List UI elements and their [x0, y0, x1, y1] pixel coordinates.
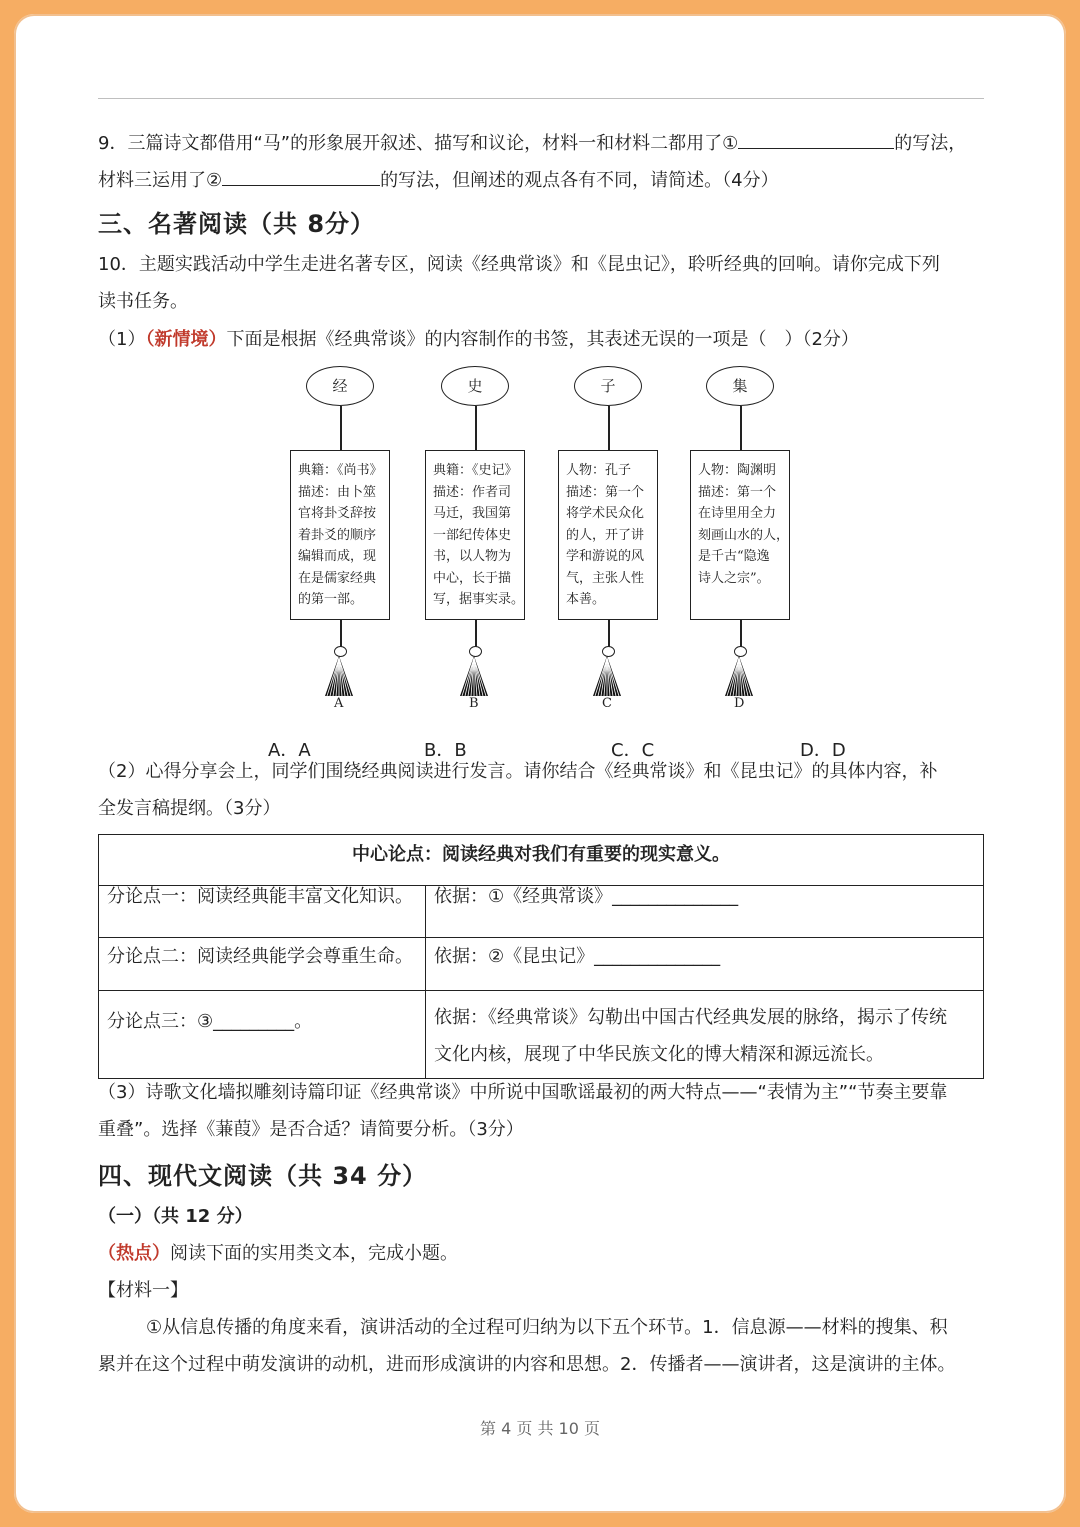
bookmark-a-line: 官将卦爻辞按 [298, 506, 377, 521]
bookmark-c-line: 将学术民众化 [566, 506, 645, 521]
q9-text-c: 材料三运用了② [98, 170, 223, 191]
evidence-3-line1: 依据：《经典常谈》勾勒出中国古代经典发展的脉络，揭示了传统 [434, 1007, 947, 1028]
bookmark-c-line: 学和游说的风 [566, 549, 645, 564]
bookmark-a-line: 在是儒家经典 [298, 570, 377, 586]
bookmark-d-letter: D [734, 696, 745, 711]
evidence-1[interactable]: 依据：①《经典常谈》______________ [426, 886, 984, 938]
bookmark-d-line: 诗人之宗”。 [698, 570, 770, 586]
bookmark-c-line: 气，主张人性 [566, 570, 645, 586]
bookmark-c-string [608, 406, 610, 450]
para1-line2: 累并在这个过程中萌发演讲的动机，进而形成演讲的内容和思想。2．传播者——演讲者，这是演讲的主体。 [98, 1354, 956, 1375]
page-footer: 第 4 页 共 10 页 [480, 1419, 600, 1438]
q9-text-b: 的写法， [894, 133, 967, 154]
bookmark-c-line: 人物：孔子 [566, 463, 632, 478]
bookmark-d-card [690, 450, 790, 620]
exam-page [14, 14, 1066, 1513]
q9-blank-2 [222, 167, 380, 186]
q9-line2 [98, 167, 779, 193]
bookmark-b-line: 一部纪传体史 [433, 527, 512, 543]
bookmark-c-line: 本善。 [566, 592, 606, 607]
bookmark-d [690, 366, 800, 711]
evidence-3-line2: 文化内核，展现了中华民族文化的博大精深和源远流长。 [434, 1044, 884, 1065]
bookmark-a-line: 描述：由卜筮 [298, 484, 377, 500]
para1-line1: ①从信息传播的角度来看，演讲活动的全过程可归纳为以下五个环节。1．信息源——材料的搜集、积 [146, 1317, 948, 1338]
bookmark-b [425, 366, 535, 711]
bookmark-c-category: 子 [574, 366, 642, 406]
bookmark-a-string [340, 406, 342, 450]
sub-argument-2: 分论点二：阅读经典能学会尊重生命。 [99, 938, 426, 991]
bookmark-c [558, 366, 668, 711]
bookmark-b-string [475, 406, 477, 450]
tassel-icon [592, 656, 622, 700]
q9-text-a: 9．三篇诗文都借用“马”的形象展开叙述、描写和议论，材料一和材料二都用了① [98, 133, 739, 154]
bookmark-a-line: 着卦爻的顺序 [298, 527, 377, 543]
bookmark-b-line: 典籍：《史记》 [433, 463, 518, 478]
bookmark-b-line: 中心，长于描 [433, 570, 512, 586]
bookmark-b-category: 史 [441, 366, 509, 406]
bookmark-a-line: 典籍：《尚书》 [298, 463, 383, 478]
option-c[interactable]: C．C [611, 740, 655, 761]
sub2-line2: 全发言稿提纲。（3分） [98, 798, 281, 819]
bookmark-b-line: 马迁，我国第 [433, 506, 512, 521]
tassel-icon [724, 656, 754, 700]
tassel-icon [324, 656, 354, 700]
bookmark-b-card [425, 450, 525, 620]
q10-sub1 [98, 328, 859, 352]
bookmark-d-line: 人物：陶渊明 [698, 463, 777, 478]
tassel-icon [459, 656, 489, 700]
bookmark-d-line: 描述：第一个 [698, 484, 777, 500]
q10-line2: 读书任务。 [98, 291, 188, 312]
q9-text-d: 的写法，但阐述的观点各有不同，请简述。（4分） [380, 170, 779, 191]
bookmark-d-line: 是千古“隐逸 [698, 549, 770, 564]
bookmark-a [290, 366, 400, 711]
bookmark-d-line: 在诗里用全力 [698, 506, 777, 521]
section4-title: 四、现代文阅读（共 34 分） [98, 1162, 428, 1190]
hot-text: 阅读下面的实用类文本，完成小题。 [170, 1243, 458, 1264]
option-b[interactable]: B．B [424, 740, 467, 761]
bookmark-b-line: 描述：作者司 [433, 484, 512, 500]
part1-title: （一）（共 12 分） [98, 1206, 253, 1227]
bookmark-b-letter: B [469, 696, 479, 711]
hot-tag: （热点） [98, 1243, 170, 1264]
speech-outline-table [98, 834, 984, 1079]
q10-line1: 10．主题实践活动中学生走进名著专区，阅读《经典常谈》和《昆虫记》，聆听经典的回响。请你完成下列 [98, 254, 940, 275]
sub3-line1: （3）诗歌文化墙拟雕刻诗篇印证《经典常谈》中所说中国歌谣最初的两大特点——“表情为主”“节奏主要靠 [98, 1082, 948, 1103]
new-context-tag: （新情境） [145, 329, 227, 350]
sub1-number: （1） [98, 329, 146, 350]
q9-line1 [98, 130, 966, 156]
central-argument: 中心论点：阅读经典对我们有重要的现实意义。 [99, 835, 984, 886]
bookmark-d-category: 集 [706, 366, 774, 406]
bookmark-c-card [558, 450, 658, 620]
material1-label: 【材料一】 [98, 1280, 188, 1301]
bookmark-a-letter: A [334, 696, 344, 711]
bookmark-d-line: 刻画山水的人， [698, 527, 790, 543]
evidence-3 [426, 991, 984, 1079]
sub1-text: 下面是根据《经典常谈》的内容制作的书签，其表述无误的一项是（ ）（2分） [226, 329, 859, 350]
q9-blank-1 [738, 130, 894, 149]
bookmark-d-string [740, 406, 742, 450]
hot-line [98, 1242, 458, 1266]
bookmark-a-card [290, 450, 390, 620]
sub2-line1: （2）心得分享会上，同学们围绕经典阅读进行发言。请你结合《经典常谈》和《昆虫记》的具体内容，补 [98, 761, 938, 782]
bookmark-a-line: 编辑而成，现 [298, 549, 377, 564]
bookmark-c-line: 描述：第一个 [566, 484, 645, 500]
evidence-2[interactable]: 依据：②《昆虫记》______________ [426, 938, 984, 991]
sub3-line2: 重叠”。选择《蒹葭》是否合适？请简要分析。（3分） [98, 1119, 524, 1140]
bookmark-a-line: 的第一部。 [298, 592, 364, 607]
bookmark-a-category: 经 [306, 366, 374, 406]
bookmark-b-line: 书，以人物为 [433, 549, 512, 564]
bookmark-c-letter: C [602, 696, 612, 711]
bookmark-b-line: 写，据事实录。 [433, 592, 525, 607]
top-divider [98, 98, 984, 99]
sub-argument-1: 分论点一：阅读经典能丰富文化知识。 [99, 886, 426, 938]
section3-title: 三、名著阅读（共 8分） [98, 210, 376, 238]
option-d[interactable]: D．D [800, 740, 846, 761]
option-a[interactable]: A．A [268, 740, 311, 761]
sub-argument-3[interactable]: 分论点三：③_________。 [99, 991, 426, 1079]
bookmark-c-line: 的人，开了讲 [566, 527, 645, 543]
